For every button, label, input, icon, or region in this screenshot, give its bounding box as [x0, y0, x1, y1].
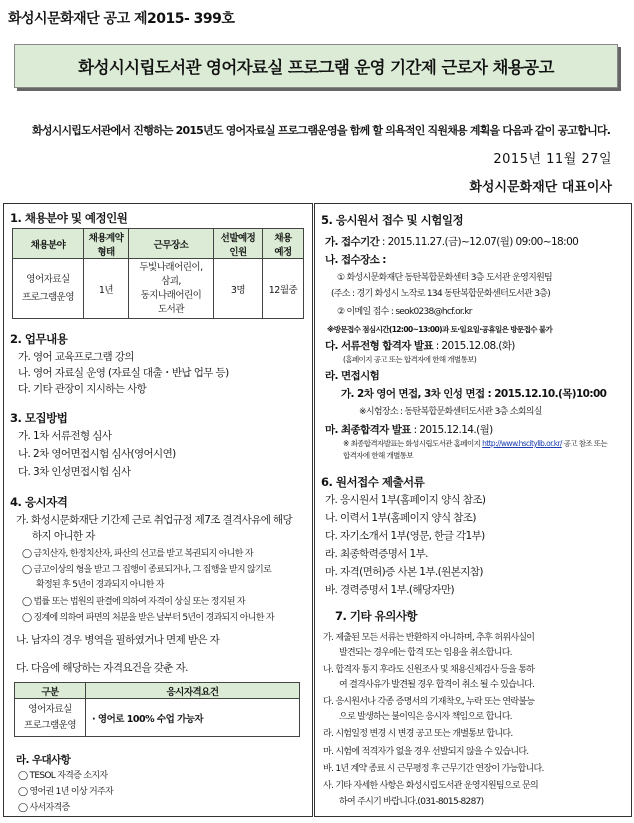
- list-item: ◯ 징계에 의하여 파면의 처분을 받은 날부터 5년이 경과되지 아니한 자: [22, 613, 274, 623]
- final-label: 마. 최종합격자 발표: [325, 424, 411, 436]
- list-item: ◯ 금고이상의 형을 받고 그 집행이 종료되거나, 그 집행을 받지 않기로: [22, 565, 271, 575]
- note: [343, 438, 607, 449]
- list-item: 가. 제출된 모든 서류는 반환하지 아니하며, 추후 허위사실이: [323, 633, 535, 643]
- table-header: 채용분야: [13, 229, 84, 259]
- table-header: 선발예정 인원: [214, 229, 263, 259]
- section-6-heading: 6. 원서접수 제출서류: [321, 475, 425, 489]
- table-cell: 12월중: [263, 259, 304, 319]
- list-item: 다. 다음에 해당하는 자격요건을 갖춘 자.: [16, 662, 188, 674]
- list-item: 으로 발생하는 불이익은 응시자 책임으로 합니다.: [339, 712, 512, 722]
- list-item: 나. 남자의 경우 병역을 필하였거나 면제 받은 자: [16, 634, 220, 646]
- list-item: (주소 : 경기 화성시 노작로 134 동탄복합문화센터도서관 3층): [331, 289, 551, 299]
- section-5-heading: 5. 응시원서 접수 및 시험일정: [321, 213, 464, 227]
- note: (홈페이지 공고 또는 합격자에 한해 개별통보): [343, 355, 477, 364]
- list-item: 가. 응시원서 1부(홈페이지 양식 참조): [325, 494, 486, 506]
- period-label: 가. 접수기간: [325, 236, 380, 248]
- table-cell: 영어자료실 프로그램운영: [13, 259, 84, 319]
- list-item: 여 결격사유가 발견될 경우 합격이 취소 될 수 있습니다.: [339, 680, 535, 690]
- period-value: : 2015.11.27.(금)~12.07(월) 09:00~18:00: [379, 236, 579, 248]
- list-item: ◯ 사서자격증: [18, 803, 70, 813]
- list-item: 나. 2차 영어면접시험 심사(영어시연): [18, 448, 176, 460]
- homepage-link[interactable]: http://www.hscitylib.or.kr/: [482, 439, 562, 448]
- list-item: 나. 접수장소 :: [325, 254, 386, 266]
- list-item: 확정된 후 5년이 경과되지 아니한 자: [36, 580, 164, 590]
- list-item: 다. 응시원서나 각종 증명서의 기재착오, 누락 또는 연락불능: [323, 697, 535, 707]
- list-item: ※시험장소 : 동탄복합문화센터도서관 3층 소회의실: [359, 407, 542, 417]
- result-label: 다. 서류전형 합격자 발표: [325, 340, 433, 352]
- list-item: 다. 3차 인성면접시험 심사: [18, 466, 131, 478]
- right-column: [314, 203, 632, 817]
- table-header: 채용 예정: [263, 229, 304, 259]
- qualification-table: [14, 682, 300, 737]
- list-item: 가. 1차 서류전형 심사: [18, 430, 112, 442]
- table-cell: 3명: [214, 259, 263, 319]
- issuer: 화성시문화재단 대표이사: [469, 180, 612, 195]
- section-7-heading: 7. 기타 유의사항: [335, 609, 418, 623]
- list-item: 다. 기타 관장이 지시하는 사항: [18, 383, 147, 395]
- list-item: 마. 시험에 적격자가 없을 경우 선발되지 않을 수 있습니다.: [323, 747, 529, 757]
- table-header: 구분: [15, 683, 86, 699]
- list-item: 라. 면접시험: [325, 370, 380, 382]
- table-header: 채용계약 형태: [84, 229, 129, 259]
- recruitment-table: [12, 228, 304, 319]
- list-item: ◯ 금치산자, 한정치산자, 파산의 선고를 받고 복권되지 아니한 자: [22, 549, 253, 559]
- list-item: 하여 주시기 바랍니다.(031-8015-8287): [339, 797, 484, 807]
- notice-number: 화성시문화재단 공고 제2015- 399호: [8, 11, 235, 27]
- left-column: [3, 203, 313, 817]
- page-title-text: 화성시시립도서관 영어자료실 프로그램 운영 기간제 근로자 채용공고: [78, 58, 554, 77]
- section-4-heading: 4. 응시자격: [10, 495, 68, 509]
- list-item: 사. 기타 자세한 사항은 화성시립도서관 운영지원팀으로 문의: [323, 781, 538, 791]
- table-cell: 영어자료실 프로그램운영: [15, 699, 86, 737]
- note: ※방문접수 점심시간(12:00~13:00)과 토·일요일·공휴일은 방문접수 불가: [327, 325, 553, 334]
- list-item: ◯ 법률 또는 법원의 판결에 의하여 자격이 상실 또는 정지된 자: [22, 597, 245, 607]
- table-header: 근무장소: [129, 229, 214, 259]
- note-text: 공고 참조 또는: [561, 439, 608, 448]
- list-item: 라. 우대사항: [16, 754, 71, 766]
- section-1-heading: 1. 채용분야 및 예정인원: [10, 211, 128, 225]
- list-item: 바. 1년 계약 종료 시 근무평정 후 근무기간 연장이 가능합니다.: [323, 764, 544, 774]
- final-value: : 2015.12.14.(월): [410, 424, 493, 436]
- list-item: 다. 자기소개서 1부(영문, 한글 각1부): [325, 530, 485, 542]
- list-item: 가. 영어 교육프로그램 강의: [18, 351, 134, 363]
- table-cell: 두빛나래어린이, 삼괴, 동지나래어린이 도서관: [129, 259, 214, 319]
- list-item: 나. 영어 자료실 운영 (자료실 대출・반납 업무 등): [18, 367, 229, 379]
- announcement-date: 2015년 11월 27일: [493, 152, 612, 167]
- list-item: 가. 2차 영어 면접, 3차 인성 면접 : 2015.12.10.(목)10:00: [341, 388, 607, 400]
- result-value: : 2015.12.08.(화): [433, 340, 515, 352]
- list-item: ◯ 영어권 1년 이상 거주자: [18, 787, 113, 797]
- list-item: [325, 422, 493, 437]
- note-text: ※ 최종합격자발표는 화성시립도서관 홈페이지: [343, 439, 481, 448]
- section-3-heading: 3. 모집방법: [10, 411, 68, 425]
- list-item: 나. 이력서 1부(홈페이지 양식 참조): [325, 512, 476, 524]
- list-item: 발견되는 경우에는 합격 또는 임용을 취소합니다.: [339, 648, 512, 658]
- list-item: [325, 338, 515, 353]
- list-item: [325, 234, 578, 249]
- list-item: 하지 아니한 자: [32, 530, 95, 542]
- list-item: ② 이메일 접수 : seok0238@hcf.or.kr: [337, 307, 472, 317]
- list-item: 라. 시험일정 변경 시 변경 공고 또는 개별통보 합니다.: [323, 729, 513, 739]
- table-cell: 1년: [84, 259, 129, 319]
- table-header: 응시자격요건: [86, 683, 300, 699]
- list-item: ◯ TESOL 자격증 소지자: [18, 771, 108, 781]
- table-cell: · 영어로 100% 수업 가능자: [86, 699, 300, 737]
- intro-text: 화성시시립도서관에서 진행하는 2015년도 영어자료실 프로그램운영을 함께 할 의욕적인 직원채용 계획을 다음과 같이 공고합니다.: [32, 124, 611, 137]
- list-item: 마. 자격(면허)증 사본 1부.(원본지참): [325, 566, 483, 578]
- list-item: 가. 화성시문화재단 기간제 근로 취업규정 제7조 결격사유에 해당: [16, 514, 293, 526]
- list-item: ① 화성시문화재단 동탄복합문화센터 3층 도서관 운영지원팀: [337, 273, 553, 283]
- list-item: 나. 합격자 통지 후라도 신원조사 및 채용신체검사 등을 통하: [323, 665, 535, 675]
- note: 합격자에 한해 개별통보: [343, 451, 414, 460]
- list-item: 라. 최종학력증명서 1부.: [325, 548, 428, 560]
- page-title: [14, 44, 618, 88]
- list-item: 바. 경력증명서 1부.(해당자만): [325, 584, 454, 596]
- section-2-heading: 2. 업무내용: [10, 332, 68, 346]
